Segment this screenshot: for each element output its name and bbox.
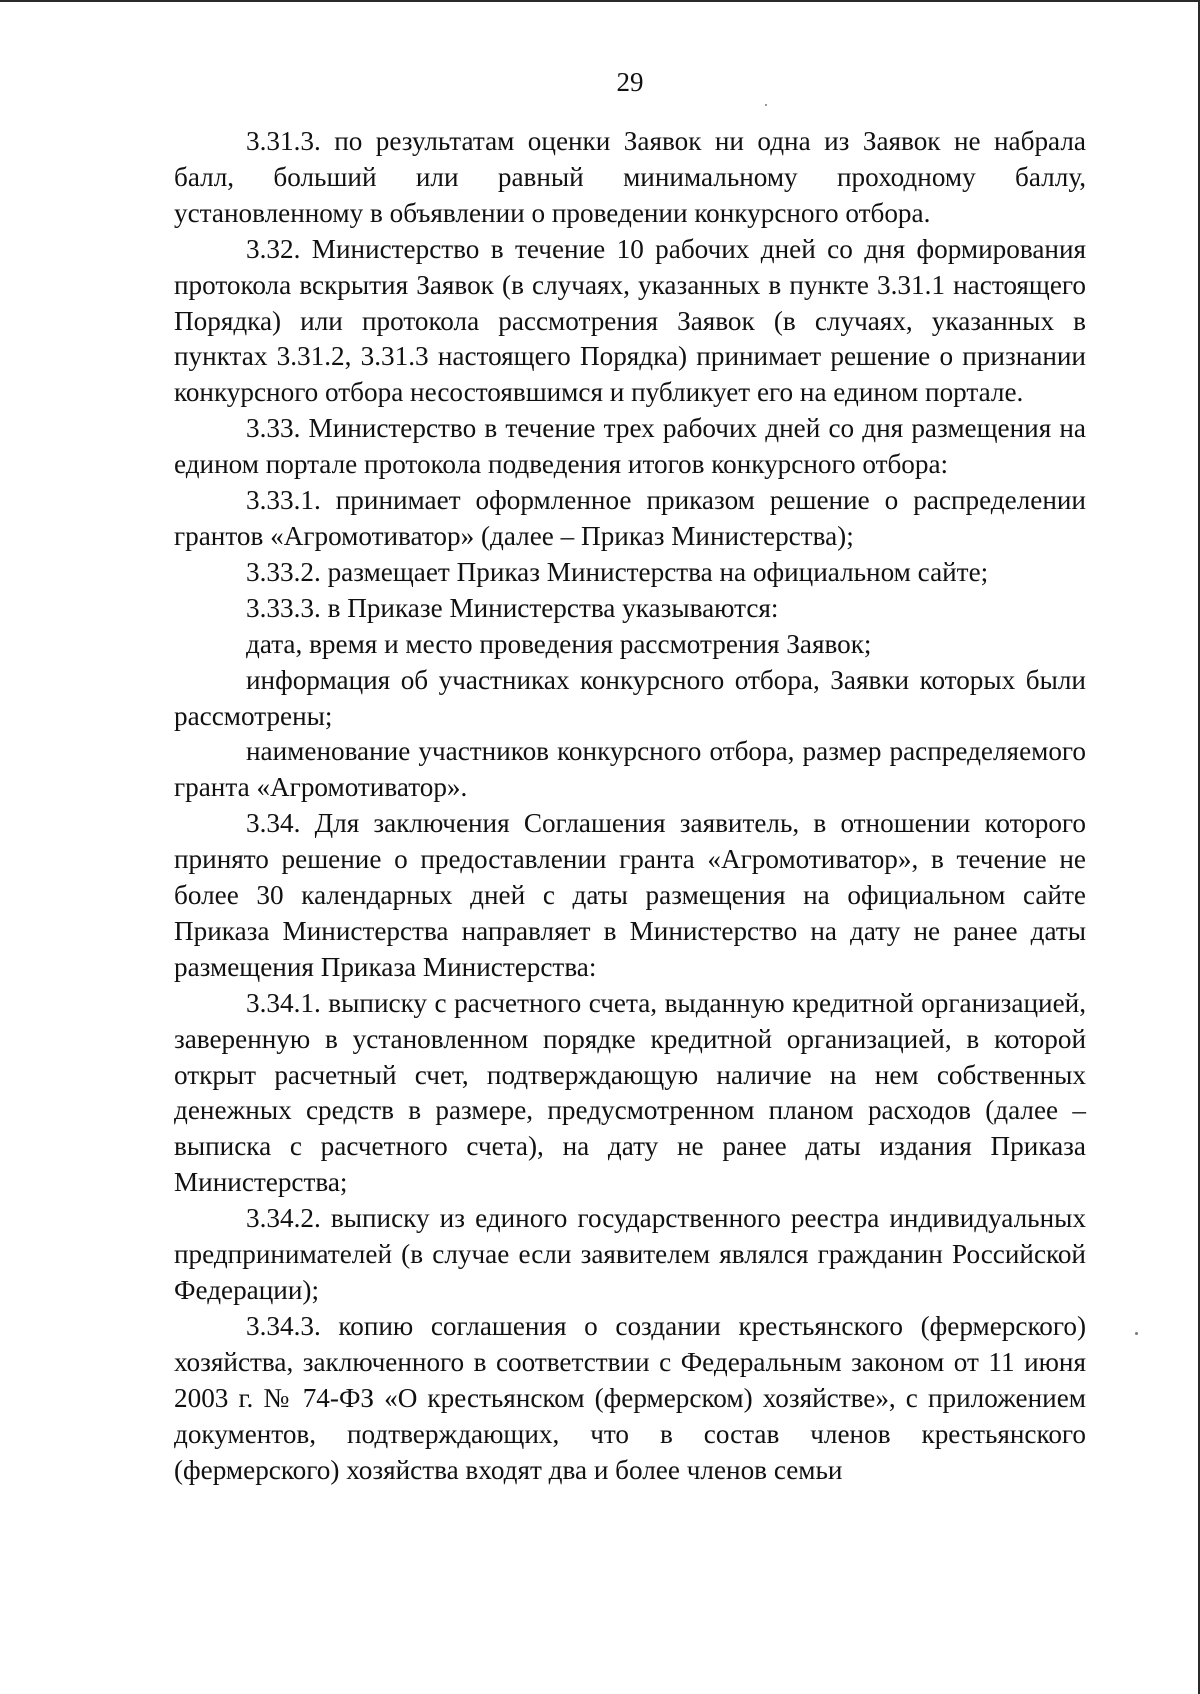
paragraph-3-34-2: 3.34.2. выписку из единого государственного реестра индивидуальных предпринимателей (в случае если заявителем являлся гражданин Российской Федерации); <box>174 1203 1086 1305</box>
paragraph-3-34-1: 3.34.1. выписку с расчетного счета, выданную кредитной организацией, заверенную в установленном порядке кредитной организацией, в которой открыт расчетный счет, подтверждающую наличие на нем собственных денежных средств в размере, предусмотренном планом расходов (далее – выписка с расчетного счета), на дату не ранее даты издания Приказа Министерства; <box>174 987 1086 1198</box>
paragraph-3-34: 3.34. Для заключения Соглашения заявитель, в отношении которого принято решение о предоставлении гранта «Агромотиватор», в течение не более 30 календарных дней с даты размещения на официальном сайте Приказа Министерства направляет в Министерство на дату не ранее даты размещения Приказа Министерства: <box>174 808 1086 982</box>
page-number: 29 <box>616 67 644 97</box>
paragraph-3-33: 3.33. Министерство в течение трех рабочих дней со дня размещения на едином портале протокола подведения итогов конкурсного отбора: <box>174 413 1086 480</box>
list-item-date-time-place: дата, время и место проведения рассмотрения Заявок; <box>246 628 872 659</box>
paragraph-3-32: 3.32. Министерство в течение 10 рабочих дней со дня формирования протокола вскрытия Заявок (в случаях, указанных в пункте 3.31.1 настоящего Порядка) или протокола рассмотрения Заявок (в случаях, указанных в пунктах 3.31.2, 3.31.3 настоящего Порядка) принимает решение о признании конкурсного отбора несостоявшимся и публикует его на едином портале. <box>174 233 1086 408</box>
scan-speck <box>1135 1332 1138 1335</box>
list-item-participants-names: наименование участников конкурсного отбора, размер распределяемого гранта «Агромотиватор». <box>174 736 1086 803</box>
paragraph-3-33-3: 3.33.3. в Приказе Министерства указываются: <box>246 592 779 623</box>
paragraph-3-33-1: 3.33.1. принимает оформленное приказом решение о распределении грантов «Агромотиватор» (далее – Приказ Министерства); <box>174 485 1086 551</box>
document-body <box>174 124 1086 1488</box>
paragraph-3-31-3: 3.31.3. по результатам оценки Заявок ни одна из Заявок не набрала балл, больший или равный минимальному проходному баллу, установленному в объявлении о проведении конкурсного отбора. <box>174 126 1086 228</box>
list-item-participants-info: информация об участниках конкурсного отбора, Заявки которых были рассмотрены; <box>174 664 1086 731</box>
scan-edge-top <box>0 0 1200 2</box>
scan-speck <box>765 104 767 106</box>
paragraph-3-33-2: 3.33.2. размещает Приказ Министерства на официальном сайте; <box>246 556 989 587</box>
paragraph-3-34-3: 3.34.3. копию соглашения о создании крестьянского (фермерского) хозяйства, заключенного в соответствии с Федеральным законом от 11 июня 2003 г. № 74-ФЗ «О крестьянском (фермерском) хозяйстве», с приложением документов, подтверждающих, что в состав членов крестьянского (фермерского) хозяйства входят два и более членов семьи <box>174 1310 1086 1485</box>
